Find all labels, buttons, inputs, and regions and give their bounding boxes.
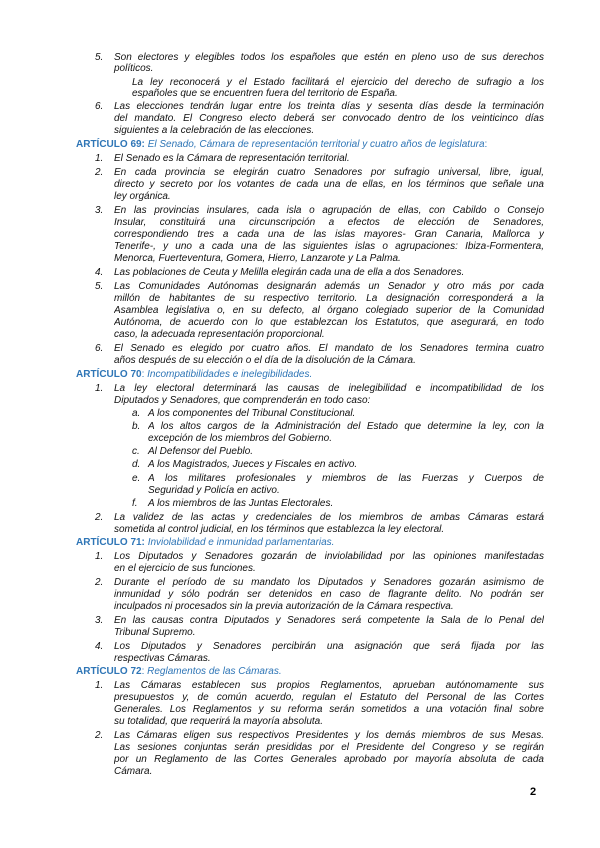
text-line: por un Reglamento de las Cortes Generales aprobado por mayoría absoluta de cada bbox=[114, 754, 544, 765]
text-line: Tenerife-, y uno a cada una de las siguientes islas o agrupaciones: Ibiza-Formentera, bbox=[114, 241, 544, 252]
text-line: A los componentes del Tribunal Constitucional. bbox=[148, 408, 356, 419]
list-marker: 4. bbox=[95, 267, 104, 278]
article-title: Incompatibilidades e inelegibilidades. bbox=[147, 369, 313, 380]
text-line: caso, la adecuada representación proporcional. bbox=[114, 329, 325, 340]
article-number: ARTÍCULO 72 bbox=[76, 666, 142, 677]
text-line: En cada provincia se elegirán cuatro Senadores por sufragio universal, libre, igual, bbox=[114, 167, 544, 178]
text-line: presupuestos y, de común acuerdo, regulan el Estatuto del Personal de las Cortes bbox=[114, 692, 544, 703]
list-marker: 3. bbox=[95, 615, 104, 626]
text-line: A los militares profesionales y miembros de las Fuerzas y Cuerpos de bbox=[148, 473, 544, 484]
text-line: Diputados y Senadores, que comprenderán en todo caso: bbox=[114, 395, 371, 406]
text-line: respectivas Cámaras. bbox=[114, 653, 211, 664]
text-line: Cámara. bbox=[114, 766, 153, 777]
text-line: inmunidad y sólo podrán ser detenidos en caso de flagrante delito. No podrán ser bbox=[114, 589, 544, 600]
article-number: ARTÍCULO 71: bbox=[76, 537, 145, 548]
article-heading bbox=[76, 537, 334, 549]
article-number: ARTÍCULO 70 bbox=[76, 369, 142, 380]
list-marker: 1. bbox=[95, 383, 104, 394]
text-line: ley orgánica. bbox=[114, 191, 171, 202]
page-number: 2 bbox=[530, 786, 537, 798]
list-marker: 1. bbox=[95, 551, 104, 562]
text-line: El Senado es la Cámara de representación territorial. bbox=[114, 153, 350, 164]
text-line: A los altos cargos de la Administración del Estado que determine la ley, con la bbox=[148, 421, 544, 432]
text-line: Los Diputados y Senadores gozarán de inviolabilidad por las opiniones manifestadas bbox=[114, 551, 544, 562]
text-line: Generales. Los Reglamentos y su reforma serán sometidos a una votación final sobre bbox=[114, 704, 544, 715]
list-marker: e. bbox=[132, 473, 141, 484]
text-line: Durante el período de su mandato los Diputados y Senadores gozarán asimismo de bbox=[114, 577, 544, 588]
text-line: Insular, constituirá una circunscripción a efectos de elección de Senadores, bbox=[114, 217, 544, 228]
list-marker: d. bbox=[132, 459, 141, 470]
article-heading: ARTÍCULO 72: Reglamentos de las Cámaras. bbox=[76, 666, 282, 677]
list-marker: 2. bbox=[95, 577, 104, 588]
article-title: Inviolabilidad e inmunidad parlamentarias. bbox=[147, 537, 335, 548]
text-line: su totalidad, que requerirá la mayoría absoluta. bbox=[114, 716, 324, 727]
list-marker: 2. bbox=[95, 730, 104, 741]
text-line: Autónoma, de acuerdo con lo que establezcan los Estatutos, que asegurará, en todo bbox=[114, 317, 544, 328]
text-line: siguientes a la celebración de las elecciones. bbox=[114, 125, 315, 136]
article-heading bbox=[76, 139, 487, 151]
article-number: ARTÍCULO 69: bbox=[76, 139, 145, 150]
article-title: El Senado, Cámara de representación territorial y cuatro años de legislatura bbox=[147, 139, 485, 150]
text-line: La validez de las actas y credenciales de los miembros de ambas Cámaras estará bbox=[114, 512, 544, 523]
text-line: Los Diputados y Senadores percibirán una asignación que será fijada por las bbox=[114, 641, 544, 652]
text-line: Las sesiones conjuntas serán presididas por el Presidente del Congreso y se regirán bbox=[114, 742, 544, 753]
list-marker: 4. bbox=[95, 641, 104, 652]
article-heading-punct: : bbox=[484, 139, 488, 150]
list-marker: 2. bbox=[95, 512, 104, 523]
list-marker: 2. bbox=[95, 167, 104, 178]
text-line: Las Cámaras eligen sus respectivos Presidentes y los demás miembros de sus Mesas. bbox=[114, 730, 544, 741]
text-line: El Senado es elegido por cuatro años. El mandato de los Senadores termina cuatro bbox=[114, 343, 544, 354]
list-marker: c. bbox=[132, 446, 140, 457]
text-line: A los miembros de las Juntas Electorales. bbox=[148, 498, 334, 509]
text-line: inculpados ni procesados sin la previa autorización de la Cámara respectiva. bbox=[114, 601, 454, 612]
text-line: correspondiendo tres a cada una de las islas mayores- Gran Canaria, Mallorca y bbox=[114, 229, 544, 240]
list-marker: 5. bbox=[95, 52, 104, 63]
text-line: en el ejercicio de sus funciones. bbox=[114, 563, 256, 574]
article-heading: ARTÍCULO 70: Incompatibilidades e inelegibilidades. bbox=[76, 369, 313, 380]
text-line: Las poblaciones de Ceuta y Melilla elegirán cada una de ella a dos Senadores. bbox=[114, 267, 465, 278]
text-line: La ley reconocerá y el Estado facilitará el ejercicio del derecho de sufragio a los bbox=[132, 77, 544, 88]
list-marker: f. bbox=[132, 498, 138, 509]
text-line: Tribunal Supremo. bbox=[114, 627, 196, 638]
text-line: Menorca, Fuerteventura, Gomera, Hierro, Lanzarote y La Palma. bbox=[114, 253, 401, 264]
text-line: La ley electoral determinará las causas de inelegibilidad e incompatibilidad de los bbox=[114, 383, 544, 394]
text-line: excepción de los miembros del Gobierno. bbox=[148, 433, 332, 444]
text-line: En las provincias insulares, cada isla o agrupación de ellas, con Cabildo o Consejo bbox=[114, 205, 544, 216]
article-title: Reglamentos de las Cámaras. bbox=[147, 666, 282, 677]
list-marker: 1. bbox=[95, 680, 104, 691]
text-line: Asamblea legislativa o, en su defecto, al órgano colegiado superior de la Comunidad bbox=[114, 305, 544, 316]
list-marker: 3. bbox=[95, 205, 104, 216]
list-marker: 1. bbox=[95, 153, 104, 164]
text-line: sometida al control judicial, en los términos que establezca la ley electoral. bbox=[114, 524, 445, 535]
text-line: Las Cámaras establecen sus propios Reglamentos, aprueban autónomamente sus bbox=[114, 680, 544, 691]
text-line: políticos. bbox=[114, 63, 154, 74]
list-marker: 6. bbox=[95, 101, 104, 112]
list-marker: b. bbox=[132, 421, 141, 432]
text-line: Al Defensor del Pueblo. bbox=[148, 446, 254, 457]
text-line: Son electores y elegibles todos los españoles que estén en pleno uso de sus derechos bbox=[114, 52, 544, 63]
text-line: directo y secreto por los votantes de cada una de ellas, en los términos que señale una bbox=[114, 179, 544, 190]
text-line: A los Magistrados, Jueces y Fiscales en activo. bbox=[148, 459, 358, 470]
list-marker: 5. bbox=[95, 281, 104, 292]
text-line: del mandato. El Congreso electo deberá ser convocado dentro de los veinticinco días bbox=[114, 113, 544, 124]
text-line: En las causas contra Diputados y Senadores será competente la Sala de lo Penal del bbox=[114, 615, 544, 626]
text-line: Seguridad y Policía en activo. bbox=[148, 485, 280, 496]
list-marker: 6. bbox=[95, 343, 104, 354]
text-line: Las Comunidades Autónomas designarán además un Senador y otro más por cada bbox=[114, 281, 544, 292]
text-line: millón de habitantes de su respectivo territorio. La designación corresponderá a la bbox=[114, 293, 544, 304]
text-line: Las elecciones tendrán lugar entre los treinta días y sesenta días desde la terminación bbox=[114, 101, 544, 112]
text-line: españoles que se encuentren fuera del territorio de España. bbox=[132, 88, 398, 99]
text-line: años después de su elección o el día de la disolución de la Cámara. bbox=[114, 355, 416, 366]
list-marker: a. bbox=[132, 408, 141, 419]
